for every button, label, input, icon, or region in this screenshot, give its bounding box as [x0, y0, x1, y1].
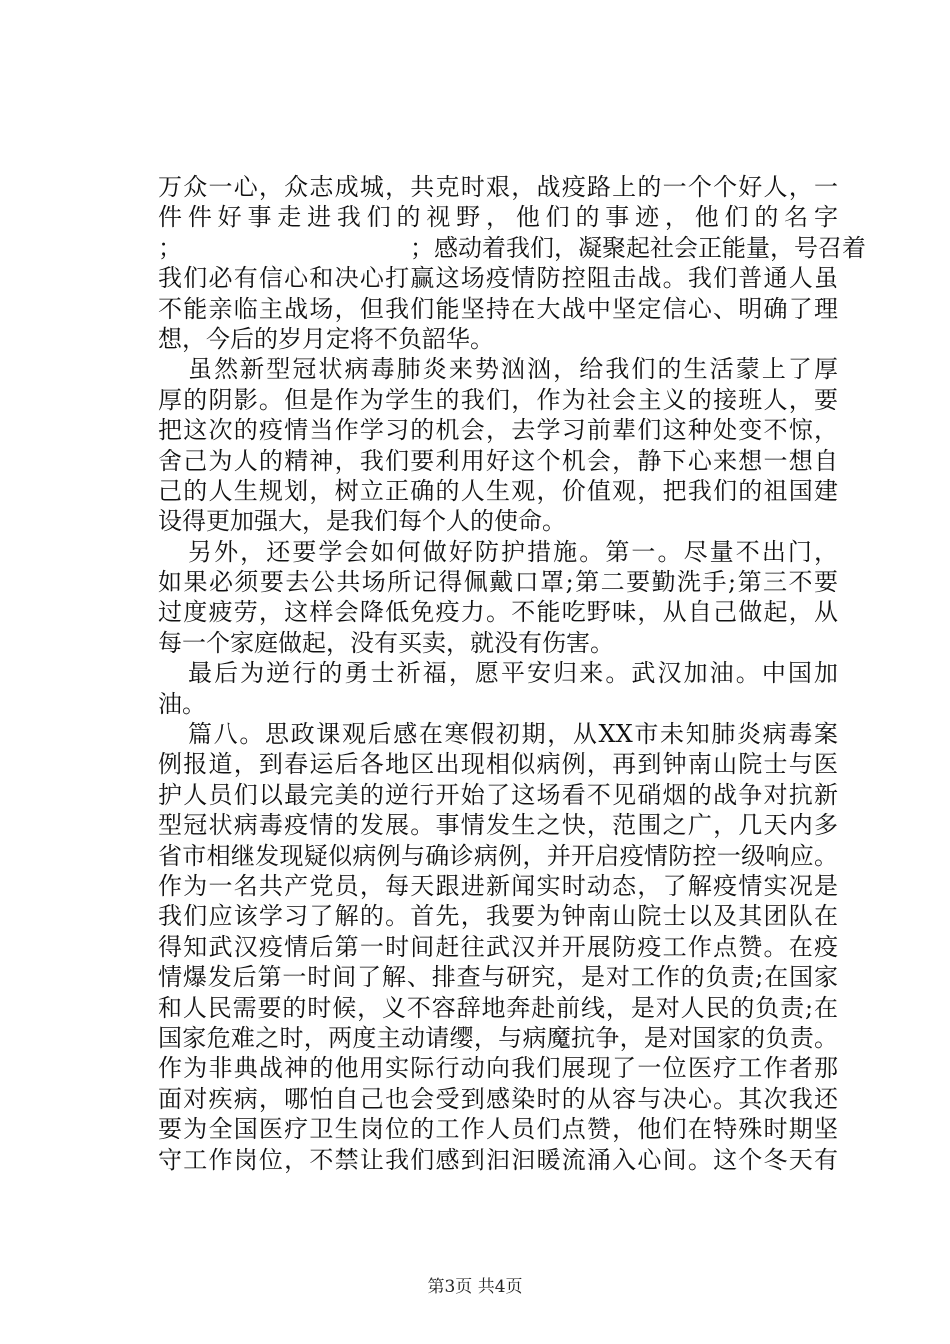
text-line: 国家危难之时，两度主动请缨，与病魔抗争，是对国家的负责。 — [158, 1023, 838, 1052]
text-line: 型冠状病毒疫情的发展。事情发生之快，范围之广，几天内多 — [158, 811, 838, 840]
paragraph-start-line: 另外，还要学会如何做好防护措施。第一。尽量不出门， — [188, 537, 838, 566]
text-line: 不能亲临主战场，但我们能坚持在大战中坚定信心、明确了理 — [158, 294, 838, 323]
text-line: 守工作岗位，不禁让我们感到汩汩暖流涌入心间。这个冬天有 — [158, 1145, 838, 1174]
text-line: 舍己为人的精神，我们要利用好这个机会，静下心来想一想自 — [158, 446, 838, 475]
paragraph-start-line: 篇八。思政课观后感在寒假初期，从XX市未知肺炎病毒案 — [188, 720, 838, 749]
text-line: 得知武汉疫情后第一时间赶往武汉并开展防疫工作点赞。在疫 — [158, 932, 838, 961]
page-number-footer: 第3页 共4页 — [427, 1277, 523, 1297]
text-line: 我们必有信心和决心打赢这场疫情防控阻击战。我们普通人虽 — [158, 264, 838, 293]
text-line: 面对疾病，哪怕自己也会受到感染时的从容与决心。其次我还 — [158, 1084, 838, 1113]
text-line: 情爆发后第一时间了解、排查与研究，是对工作的负责;在国家 — [158, 963, 838, 992]
text-line: 省市相继发现疑似病例与确诊病例，并开启疫情防控一级响应。 — [158, 841, 838, 870]
text-line: 我们应该学习了解的。首先，我要为钟南山院士以及其团队在 — [158, 902, 838, 931]
text-line: 己的人生规划，树立正确的人生观，价值观，把我们的祖国建 — [158, 476, 838, 505]
text-line: 要为全国医疗卫生岗位的工作人员们点赞，他们在特殊时期坚 — [158, 1115, 838, 1144]
text-line: 每一个家庭做起，没有买卖，就没有伤害。 — [158, 628, 614, 657]
text-line: 想，今后的岁月定将不负韶华。 — [158, 324, 494, 353]
paragraph-start-line: 最后为逆行的勇士祈福，愿平安归来。武汉加油。中国加 — [188, 659, 838, 688]
text-line: 设得更加强大，是我们每个人的使命。 — [158, 507, 566, 536]
paragraph-start-line: 虽然新型冠状病毒肺炎来势汹汹，给我们的生活蒙上了厚 — [188, 355, 838, 384]
text-line: 护人员们以最完美的逆行开始了这场看不见硝烟的战争对抗新 — [158, 780, 838, 809]
text-line: 过度疲劳，这样会降低免疫力。不能吃野味，从自己做起，从 — [158, 598, 838, 627]
text-line: 件件好事走进我们的视野，他们的事迹，他们的名字 — [158, 203, 838, 232]
text-line: 厚的阴影。但是作为学生的我们，作为社会主义的接班人，要 — [158, 385, 838, 414]
text-line: 作为非典战神的他用实际行动向我们展现了一位医疗工作者那 — [158, 1054, 838, 1083]
text-line: 和人民需要的时候，义不容辞地奔赴前线，是对人民的负责;在 — [158, 993, 838, 1022]
text-line: 作为一名共产党员，每天跟进新闻实时动态，了解疫情实况是 — [158, 871, 838, 900]
text-line: 万众一心，众志成城，共克时艰，战疫路上的一个个好人，一 — [158, 173, 838, 201]
text-line: ； ；感动着我们，凝聚起社会正能量，号召着 — [158, 233, 866, 262]
text-line: 例报道，到春运后各地区出现相似病例，再到钟南山院士与医 — [158, 750, 838, 779]
text-line: 如果必须要去公共场所记得佩戴口罩;第二要勤洗手;第三不要 — [158, 568, 838, 597]
text-line: 油。 — [158, 689, 206, 718]
text-line: 把这次的疫情当作学习的机会，去学习前辈们这种处变不惊， — [158, 416, 838, 445]
body-text — [158, 172, 866, 1175]
